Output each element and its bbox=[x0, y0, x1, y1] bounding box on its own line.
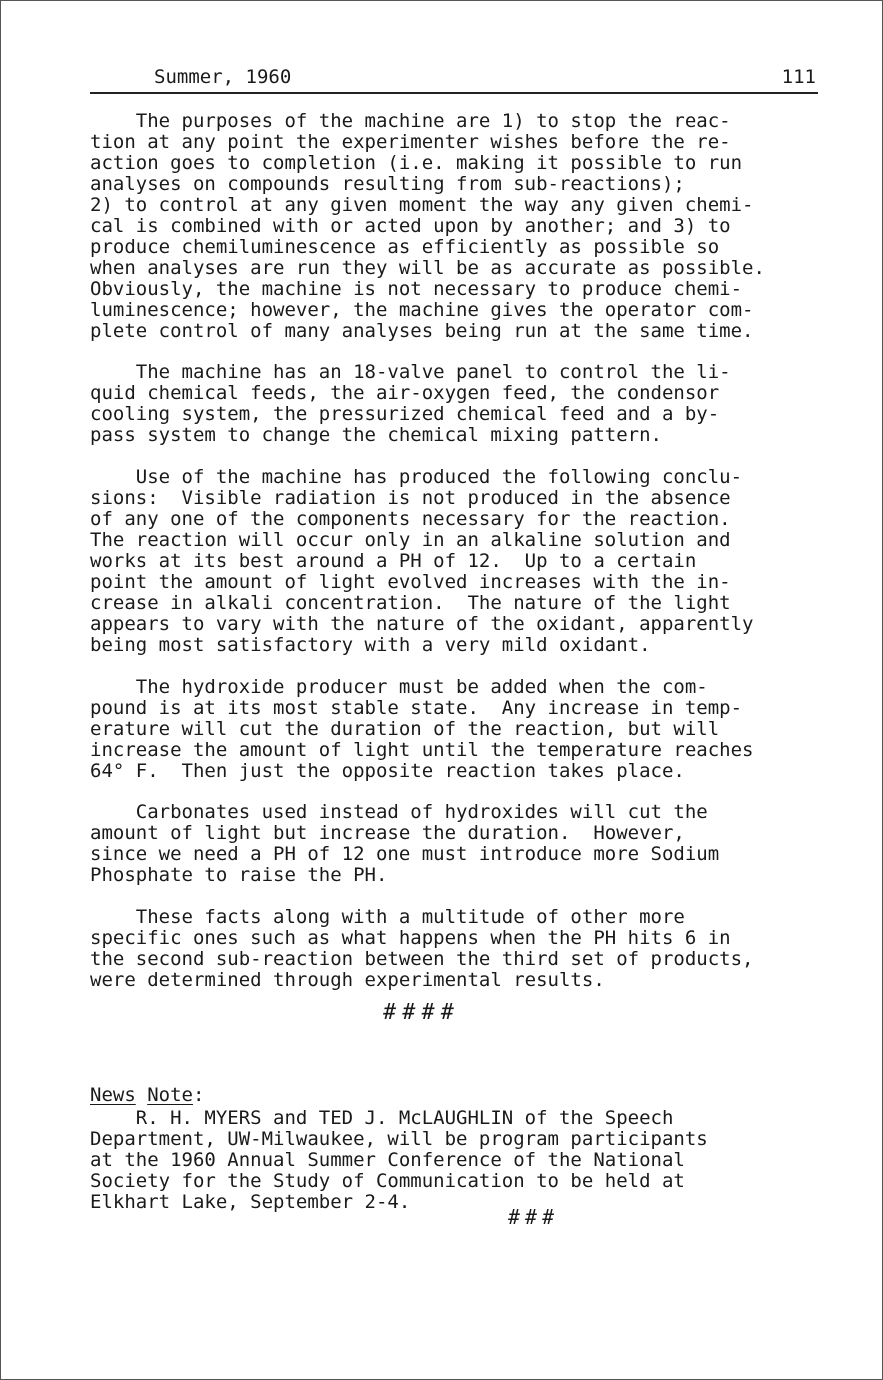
paragraph-valve-panel: The machine has an 18-valve panel to control the li- quid chemical feeds, the air-oxygen feed, the condensor cooling system, the pressurized chemical feed and a by- pass system to change the chemical mixing pattern. bbox=[90, 361, 731, 446]
paragraph-conclusions: Use of the machine has produced the following conclu- sions: Visible radiation is not produced in the absence of any one of the components necessary for the reaction. The reaction will occur only in an alkaline solution and works at its best around a PH of 12. Up to a certain point the amount of light evolved increases with the in- crease in alkali concentration. The nature of the light appears to vary with the nature of the oxidant, apparently being most satisfactory with a very mild oxidant. bbox=[90, 466, 754, 656]
header-date: Summer, 1960 bbox=[154, 66, 292, 88]
news-note-colon: : bbox=[192, 1084, 205, 1106]
running-header bbox=[90, 66, 818, 94]
paragraph-facts: These facts along with a multitude of other more specific ones such as what happens when the PH hits 6 in the second sub-reaction between the third set of products, were determined through experimental results. bbox=[90, 906, 754, 991]
news-note-body: R. H. MYERS and TED J. McLAUGHLIN of the Speech Department, UW-Milwaukee, will be program participants at the 1960 Annual Summer Conference of the National Society for the Study of Communication to be held at Elkhart Lake, September 2-4. bbox=[90, 1107, 708, 1213]
news-note-word-news: News bbox=[90, 1084, 136, 1106]
paragraph-carbonates: Carbonates used instead of hydroxides will cut the amount of light but increase the duration. However, since we need a PH of 12 one must introduce more Sodium Phosphate to raise the PH. bbox=[90, 801, 720, 886]
paragraph-purposes: The purposes of the machine are 1) to stop the reac- tion at any point the experimenter wishes before the re- action goes to completion (i.e. making it possible to run analyses on compounds resulting from sub-reactions); 2) to control at any given moment the way any given chemi- cal is combined with or acted upon by another; and 3) to produce chemiluminescence as efficiently as possible so when analyses are run they will be as accurate as possible. Obviously, the machine is not necessary to produce chemi- luminescence; however, the machine gives the operator com- plete control of many analyses being run at the same time. bbox=[90, 110, 765, 342]
paragraph-hydroxide: The hydroxide producer must be added when the com- pound is at its most stable state. Any increase in temp- erature will cut the duration of the reaction, but will increase the amount of light until the temperature reaches 64° F. Then just the opposite reaction takes place. bbox=[90, 676, 754, 782]
page-number: 111 bbox=[781, 66, 816, 88]
news-note-heading bbox=[90, 1085, 204, 1106]
news-note-end-mark: ### bbox=[508, 1205, 560, 1229]
section-end-mark: #### bbox=[383, 1000, 460, 1025]
news-note-word-note: Note bbox=[147, 1084, 193, 1106]
